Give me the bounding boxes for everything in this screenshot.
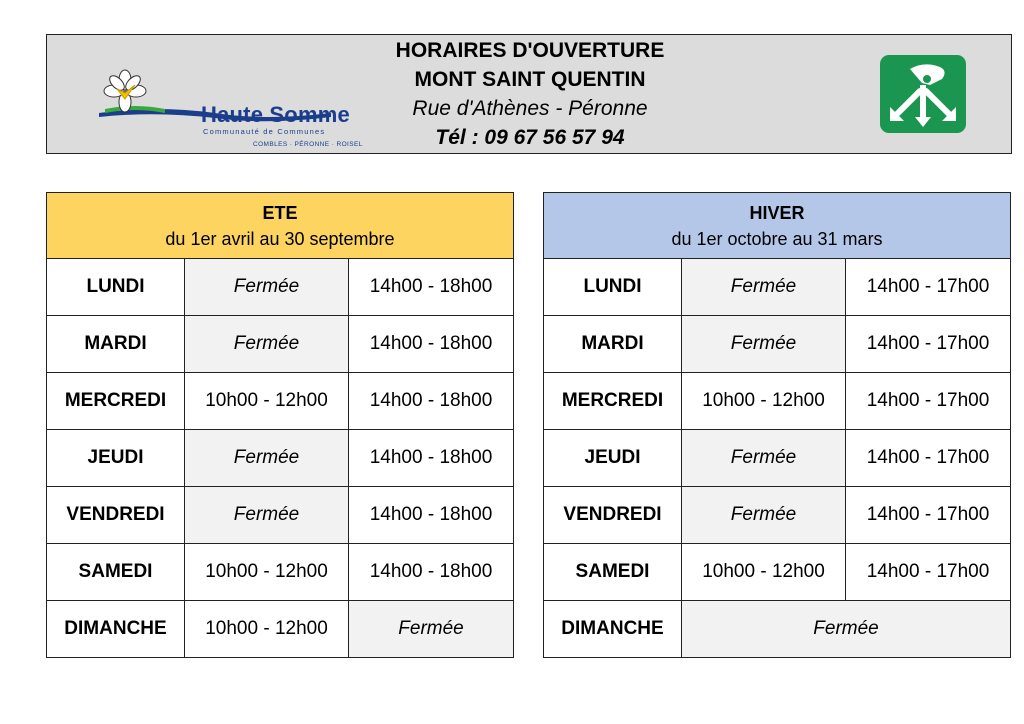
- day-name: MERCREDI: [47, 373, 185, 429]
- morning-hours: Fermée: [682, 430, 846, 486]
- summer-title: ETE: [262, 203, 298, 223]
- summer-schedule: [46, 192, 514, 658]
- afternoon-hours: 14h00 - 17h00: [846, 259, 1010, 315]
- morning-hours: Fermée: [185, 430, 349, 486]
- morning-hours: 10h00 - 12h00: [185, 373, 349, 429]
- schedule-row: [47, 430, 513, 487]
- recycling-center-icon: [880, 55, 966, 133]
- day-name: MERCREDI: [544, 373, 682, 429]
- winter-schedule: [543, 192, 1011, 658]
- morning-hours: Fermée: [682, 259, 846, 315]
- day-name: SAMEDI: [544, 544, 682, 600]
- morning-hours: Fermée: [185, 487, 349, 543]
- morning-hours: 10h00 - 12h00: [185, 601, 349, 657]
- full-day-hours: Fermée: [682, 601, 1010, 657]
- afternoon-hours: 14h00 - 18h00: [349, 316, 513, 372]
- winter-dates: du 1er octobre au 31 mars: [671, 229, 883, 249]
- schedule-row: [544, 316, 1010, 373]
- morning-hours: 10h00 - 12h00: [682, 544, 846, 600]
- schedule-row: [47, 544, 513, 601]
- schedule-row: [544, 373, 1010, 430]
- schedule-row: [47, 487, 513, 544]
- day-name: SAMEDI: [47, 544, 185, 600]
- day-name: DIMANCHE: [544, 601, 682, 657]
- site-address: Rue d'Athènes - Péronne: [412, 97, 648, 120]
- day-name: JEUDI: [47, 430, 185, 486]
- afternoon-hours: 14h00 - 18h00: [349, 430, 513, 486]
- afternoon-hours: 14h00 - 17h00: [846, 316, 1010, 372]
- logo-brand-text: Haute Somme: [201, 102, 350, 127]
- page-title: HORAIRES D'OUVERTURE: [395, 39, 665, 62]
- afternoon-hours: 14h00 - 17h00: [846, 373, 1010, 429]
- day-name: VENDREDI: [544, 487, 682, 543]
- morning-hours: Fermée: [682, 487, 846, 543]
- winter-title: HIVER: [749, 203, 805, 223]
- day-name: VENDREDI: [47, 487, 185, 543]
- schedule-row: [47, 373, 513, 430]
- logo-towns-text: COMBLES · PÉRONNE · ROISEL: [253, 141, 363, 148]
- day-name: LUNDI: [47, 259, 185, 315]
- afternoon-hours: 14h00 - 17h00: [846, 430, 1010, 486]
- site-phone: Tél : 09 67 56 57 94: [435, 126, 625, 149]
- afternoon-hours: 14h00 - 18h00: [349, 487, 513, 543]
- site-name: MONT SAINT QUENTIN: [414, 68, 646, 91]
- schedule-row: [47, 259, 513, 316]
- summer-header: [47, 193, 513, 259]
- header-banner: [46, 34, 1012, 154]
- schedule-row: [544, 544, 1010, 601]
- afternoon-hours: 14h00 - 17h00: [846, 544, 1010, 600]
- morning-hours: 10h00 - 12h00: [682, 373, 846, 429]
- summer-dates: du 1er avril au 30 septembre: [165, 229, 395, 249]
- schedule-row: [544, 430, 1010, 487]
- winter-header: [544, 193, 1010, 259]
- schedule-row: [544, 259, 1010, 316]
- afternoon-hours: 14h00 - 18h00: [349, 259, 513, 315]
- day-name: MARDI: [47, 316, 185, 372]
- afternoon-hours: 14h00 - 18h00: [349, 544, 513, 600]
- schedule-row: [47, 601, 513, 657]
- day-name: MARDI: [544, 316, 682, 372]
- schedule-row: [47, 316, 513, 373]
- morning-hours: Fermée: [682, 316, 846, 372]
- day-name: LUNDI: [544, 259, 682, 315]
- schedule-row: [544, 601, 1010, 657]
- afternoon-hours: 14h00 - 17h00: [846, 487, 1010, 543]
- day-name: DIMANCHE: [47, 601, 185, 657]
- morning-hours: Fermée: [185, 259, 349, 315]
- day-name: JEUDI: [544, 430, 682, 486]
- morning-hours: 10h00 - 12h00: [185, 544, 349, 600]
- afternoon-hours: Fermée: [349, 601, 513, 657]
- schedule-row: [544, 487, 1010, 544]
- logo-subtitle-text: Communauté de Communes: [203, 127, 326, 136]
- afternoon-hours: 14h00 - 18h00: [349, 373, 513, 429]
- morning-hours: Fermée: [185, 316, 349, 372]
